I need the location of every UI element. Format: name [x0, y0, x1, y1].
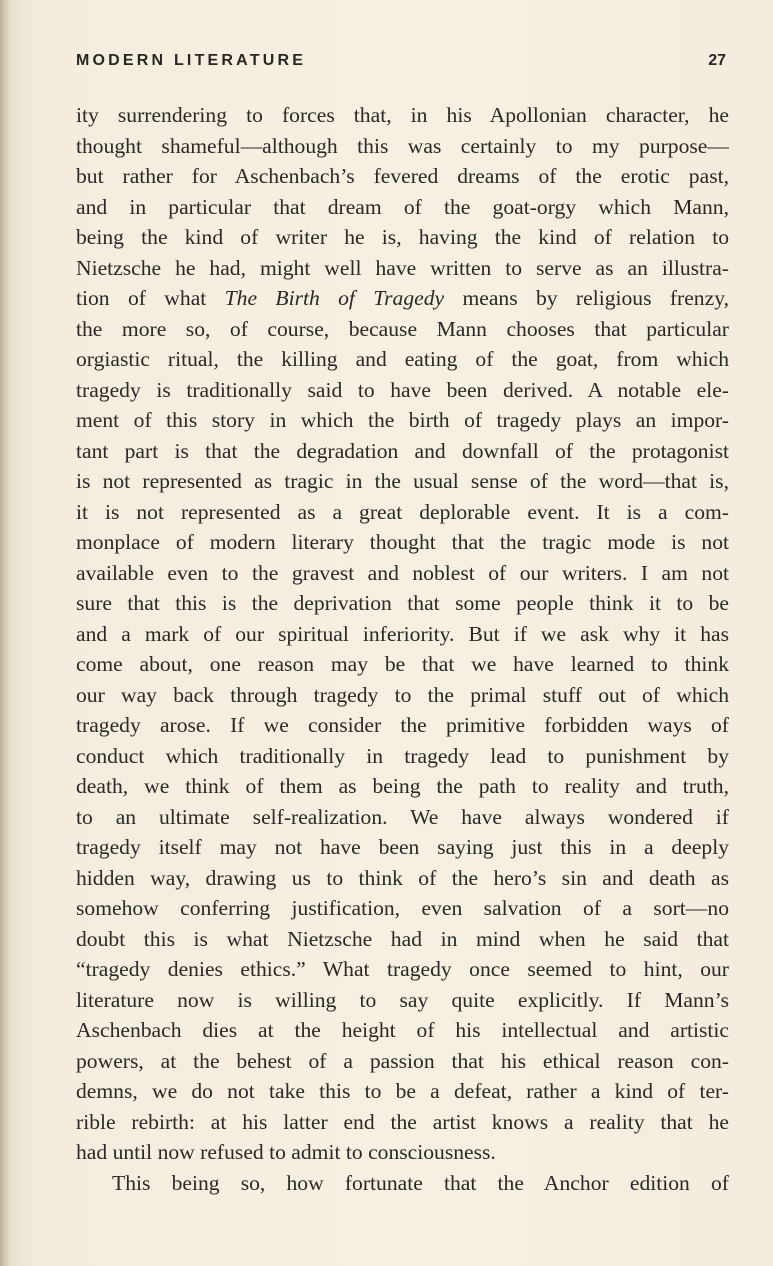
text-run: tion of what	[76, 286, 225, 310]
text-line: come about, one reason may be that we have learned to think	[76, 652, 729, 676]
text-line: monplace of modern literary thought that the tragic mode is not	[76, 530, 729, 554]
paragraph-start-line: This being so, how fortunate that the Anchor edition of	[112, 1170, 729, 1195]
text-line: Nietzsche he had, might well have written to serve as an illustra-	[76, 255, 729, 280]
paragraph-end-line: had until now refused to admit to consciousness.	[76, 1140, 496, 1164]
text-line: literature now is willing to say quite explicitly. If Mann’s	[76, 987, 729, 1012]
book-title: The Birth of Tragedy	[224, 286, 445, 310]
text-line: available even to the gravest and noblest of our writers. I am not	[76, 560, 729, 585]
text-run: means by religious frenzy,	[444, 286, 729, 310]
text-line: “tragedy denies ethics.” What tragedy once seemed to hint, our	[76, 957, 729, 981]
page-number: 27	[708, 52, 726, 69]
text-line: our way back through tragedy to the primal stuff out of which	[76, 682, 729, 707]
text-line: orgiastic ritual, the killing and eating of the goat, from which	[76, 347, 729, 371]
text-line: tant part is that the degradation and downfall of the protagonist	[76, 438, 729, 463]
text-line	[76, 283, 729, 314]
text-line: powers, at the behest of a passion that his ethical reason con-	[76, 1048, 729, 1073]
text-line: to an ultimate self-realization. We have always wondered if	[76, 804, 729, 829]
text-line: being the kind of writer he is, having the kind of relation to	[76, 225, 729, 249]
text-line: and a mark of our spiritual inferiority. But if we ask why it has	[76, 621, 729, 646]
text-line: tragedy itself may not have been saying just this in a deeply	[76, 835, 729, 859]
binding-shadow	[0, 0, 10, 1266]
text-line: and in particular that dream of the goat-orgy which Mann,	[76, 194, 729, 219]
text-line: ment of this story in which the birth of tragedy plays an impor-	[76, 408, 729, 432]
text-line: sure that this is the deprivation that some people think it to be	[76, 591, 729, 615]
text-line: demns, we do not take this to be a defeat, rather a kind of ter-	[76, 1079, 729, 1103]
text-line: death, we think of them as being the path to reality and truth,	[76, 774, 729, 798]
section-title: MODERN LITERATURE	[76, 52, 307, 69]
running-head	[76, 52, 726, 82]
text-line: tragedy arose. If we consider the primitive forbidden ways of	[76, 713, 729, 737]
text-line: rible rebirth: at his latter end the artist knows a reality that he	[76, 1109, 729, 1134]
text-line: doubt this is what Nietzsche had in mind when he said that	[76, 926, 729, 951]
text-line: thought shameful—although this was certainly to my purpose—	[76, 133, 729, 158]
body-text	[76, 100, 729, 1198]
text-line: hidden way, drawing us to think of the hero’s sin and death as	[76, 865, 729, 890]
text-line: ity surrendering to forces that, in his Apollonian character, he	[76, 103, 729, 127]
text-line: is not represented as tragic in the usual sense of the word—that is,	[76, 469, 729, 493]
text-line: tragedy is traditionally said to have been derived. A notable ele-	[76, 377, 729, 402]
text-line: conduct which traditionally in tragedy lead to punishment by	[76, 743, 729, 768]
text-line: Aschenbach dies at the height of his intellectual and artistic	[76, 1018, 729, 1042]
text-line: somehow conferring justification, even salvation of a sort—no	[76, 896, 729, 920]
text-line: the more so, of course, because Mann chooses that particular	[76, 316, 729, 341]
text-line: but rather for Aschenbach’s fevered dreams of the erotic past,	[76, 164, 729, 188]
text-line: it is not represented as a great deplorable event. It is a com-	[76, 499, 729, 524]
